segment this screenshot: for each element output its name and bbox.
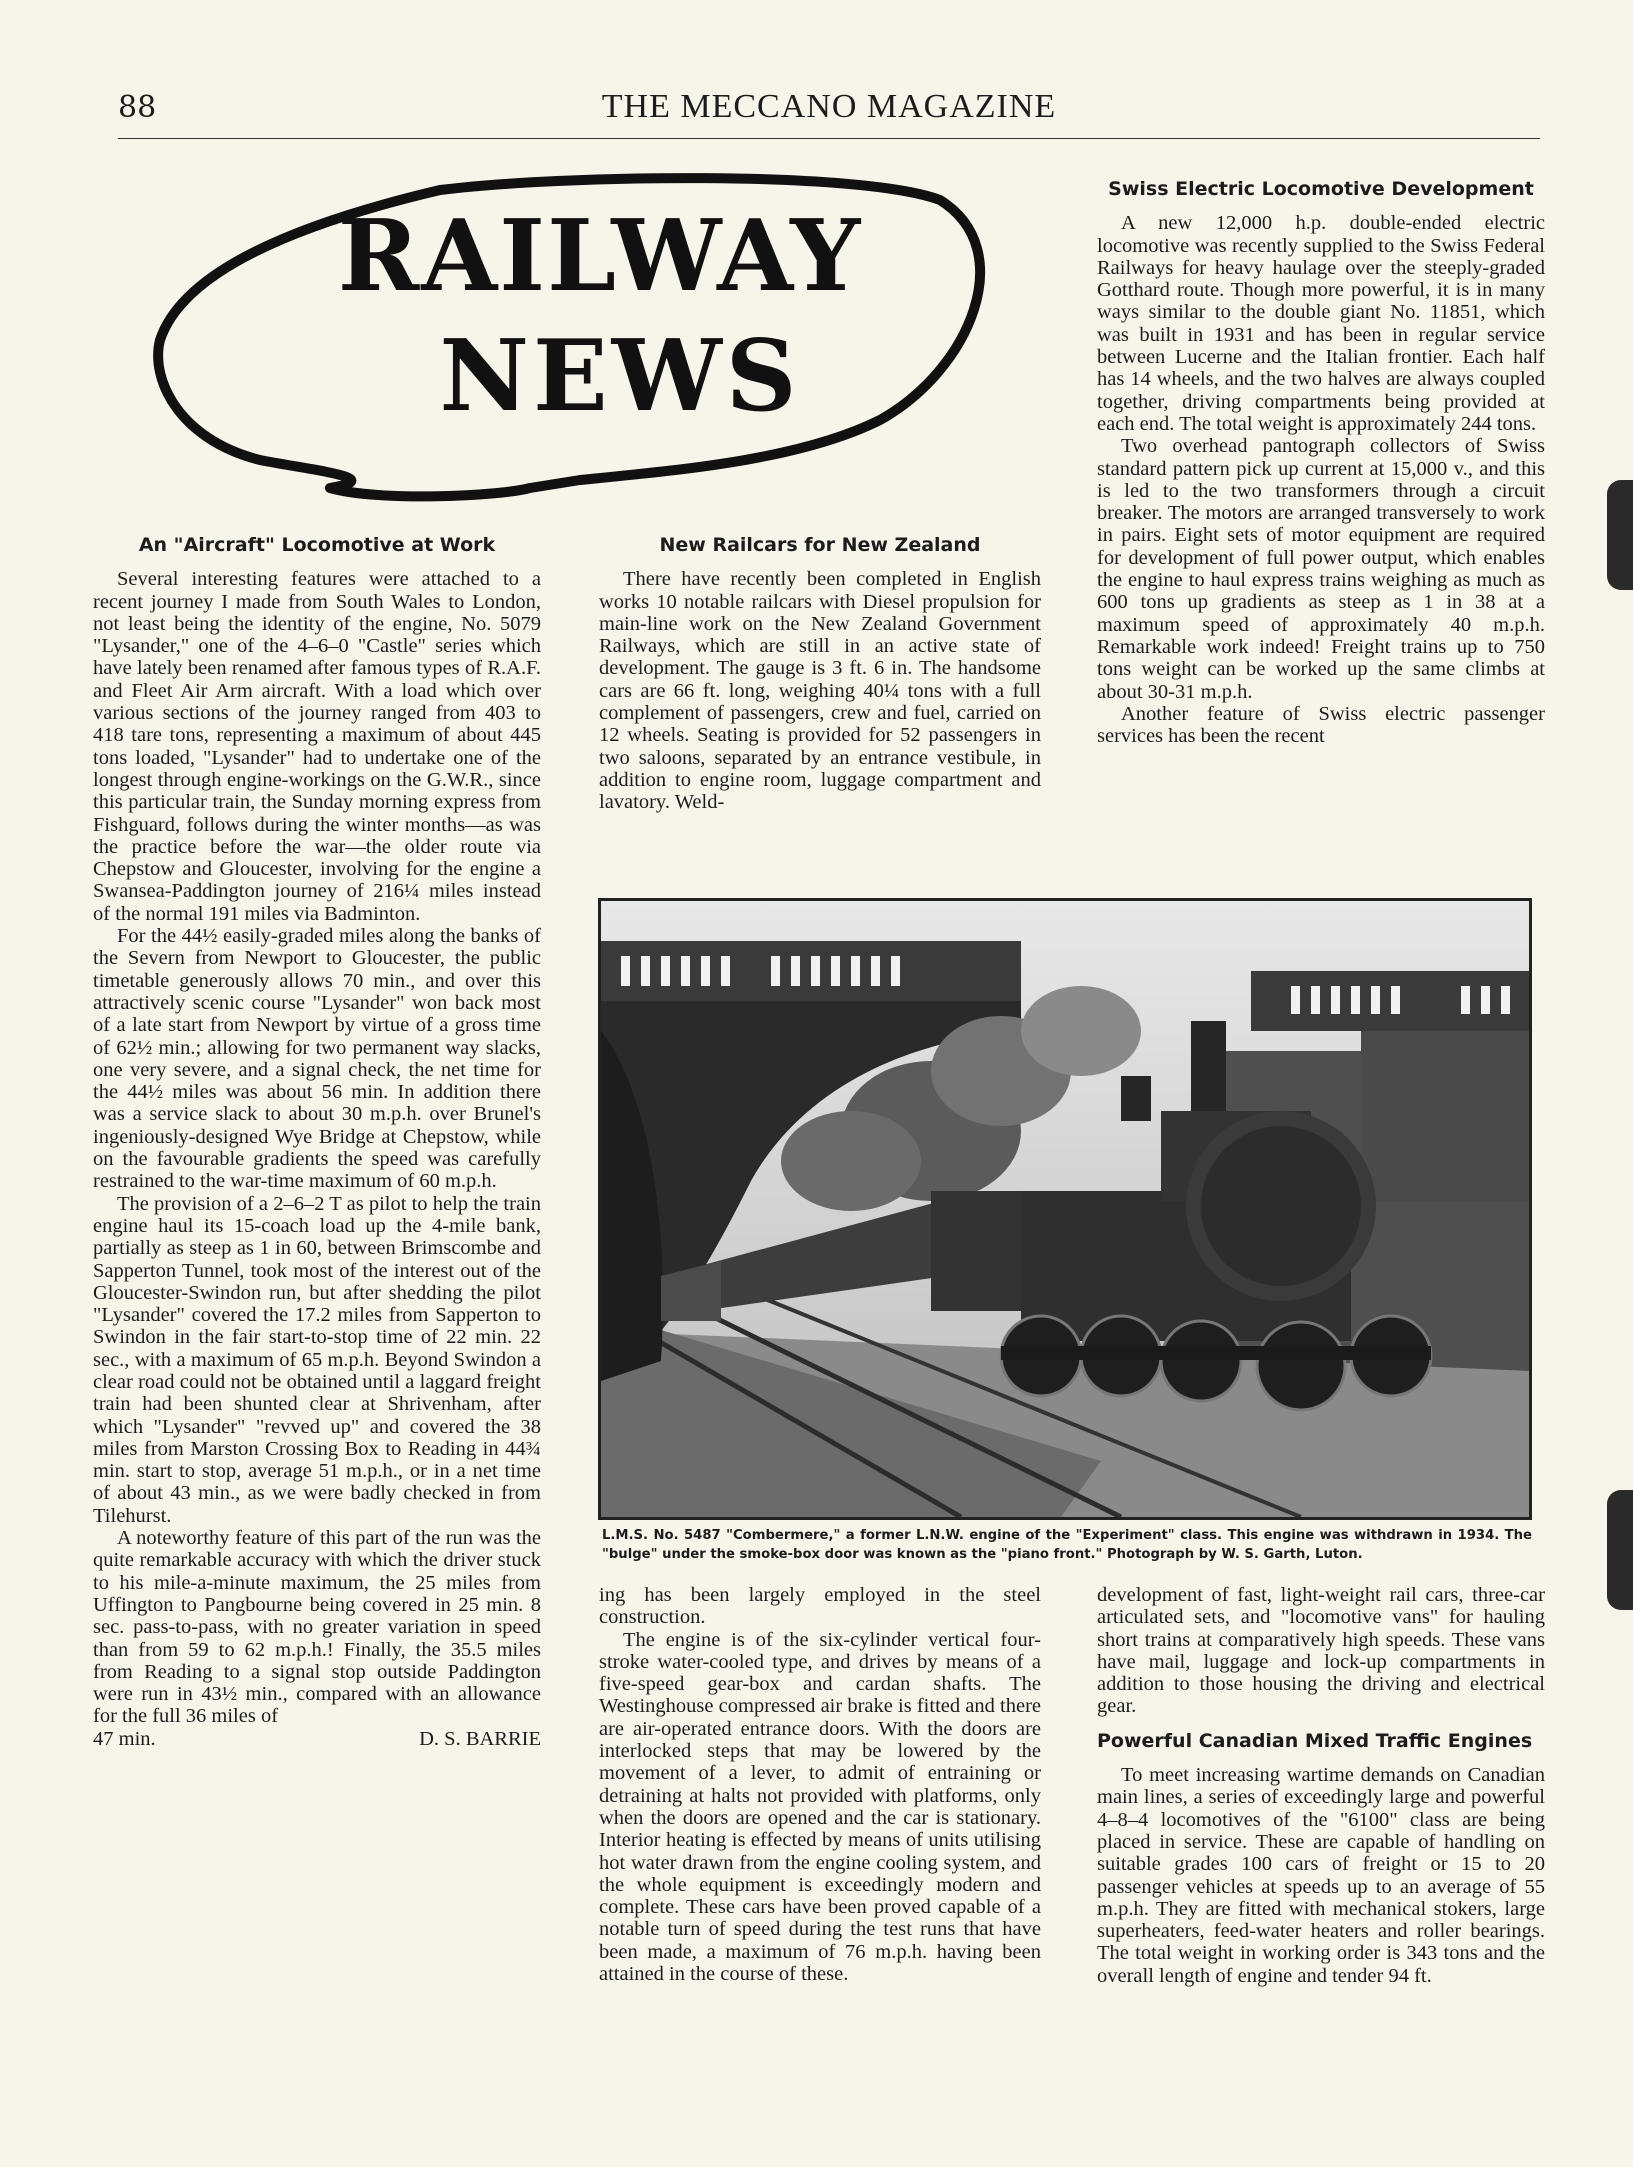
article-new-zealand-railcars-continued bbox=[599, 1584, 1041, 1985]
article-paragraph: A noteworthy feature of this part of the run was the quite remarkable accuracy with which the driver stuck to his mile-a-minute maximum, the 25 miles from Uffington to Pangbourne being covered in 25 min. 8 sec. pass-to-pass, with no greater variation in speed than from 59 to 62 m.p.h.! Finally, the 35.5 miles from Reading to a signal stop outside Paddington were run in 43½ min., compared with an allowance for the full 36 miles of bbox=[93, 1527, 541, 1728]
last-line-text: 47 min. bbox=[93, 1727, 156, 1750]
locomotive-photograph bbox=[598, 898, 1532, 1520]
article-aircraft-locomotive bbox=[93, 534, 541, 1750]
article-heading: Swiss Electric Locomotive Development bbox=[1108, 178, 1534, 200]
article-paragraph: Another feature of Swiss electric passenger services has been the recent bbox=[1097, 702, 1545, 748]
signature-line bbox=[93, 1728, 541, 1750]
magazine-title: THE MECCANO MAGAZINE bbox=[601, 88, 1057, 125]
railway-news-banner bbox=[140, 170, 990, 515]
photo-caption: L.M.S. No. 5487 "Combermere," a former L.N.W. engine of the "Experiment" class. This engine was withdrawn in 1934. The "bulge" under the smoke-box door was known as the "piano front." Photograph by W. S. Garth, Luton. bbox=[602, 1528, 1532, 1562]
scan-edge-mark-top bbox=[1607, 480, 1633, 590]
banner-word-railway: RAILWAY bbox=[337, 199, 863, 314]
page-number: 88 bbox=[118, 90, 157, 125]
article-paragraph: The engine is of the six-cylinder vertical four-stroke water-cooled type, and drives by means of a five-speed gear-box and cardan shafts. The Westinghouse compressed air brake is fitted and there are air-operated entrance doors. With the doors are interlocked steps that may be lowered by the movement of a lever, to admit of entraining or detraining at halts not provided with platforms, only when the doors are opened and the car is stationary. Interior heating is effected by means of units utilising hot water drawn from the engine cooling system, and the whole equipment is exceedingly modern and complete. These cars have been proved capable of a notable turn of speed during the test runs that have been made, a maximum of 76 m.p.h. having been attained in the course of these. bbox=[599, 1628, 1041, 1986]
article-heading: An "Aircraft" Locomotive at Work bbox=[138, 534, 496, 556]
article-continuation: ing has been largely employed in the steel construction. bbox=[599, 1584, 1041, 1629]
article-paragraph: To meet increasing wartime demands on Canadian main lines, a series of exceedingly large and powerful 4–8–4 locomotives of the "6100" class are being placed in service. These are capable of handling on suitable grades 100 cars of freight or 15 to 20 passenger vehicles at speeds up to an average of 55 m.p.h. They are fitted with mechanical stokers, large superheaters, feed-water heaters and roller bearings. The total weight in working order is 343 tons and the overall length of engine and tender 94 ft. bbox=[1097, 1764, 1545, 1987]
article-paragraph: A new 12,000 h.p. double-ended electric locomotive was recently supplied to the Swiss Federal Railways for heavy haulage over the steeply-graded Gotthard route. Though more powerful, it is in many ways similar to the double giant No. 11851, which was built in 1931 and has been in regular service between Lucerne and the Italian frontier. Each half has 14 wheels, and the two halves are always coupled together, driving compartments being provided at each end. The total weight is approximately 244 tons. bbox=[1097, 212, 1545, 435]
article-swiss-electric-continued bbox=[1097, 1584, 1545, 1987]
author-signature: D. S. BARRIE bbox=[419, 1727, 541, 1750]
article-swiss-electric bbox=[1097, 178, 1545, 747]
article-new-zealand-railcars bbox=[599, 534, 1041, 814]
banner-word-news: NEWS bbox=[439, 319, 801, 434]
article-paragraph: Two overhead pantograph collectors of Swiss standard pattern pick up current at 15,000 v., and this is led to the two transformers through a circuit breaker. The motors are arranged transversely to work in pairs. Eight sets of motor equipment are required for development of full power output, which enables the engine to haul express trains weighing as much as 600 tons up gradients as steep as 1 in 38 at a maximum speed of approximately 40 m.p.h. Remarkable work indeed! Freight trains up to 750 tons weight can be worked up the same climbs at about 30-31 m.p.h. bbox=[1097, 435, 1545, 703]
article-paragraph: The provision of a 2–6–2 T as pilot to help the train engine haul its 15-coach load up the 4-mile bank, partially as steep as 1 in 60, between Brimscombe and Sapperton Tunnel, took most of the interest out of the Gloucester-Swindon run, but after shedding the pilot "Lysander" covered the 17.2 miles from Sapperton to Swindon in the fair start-to-stop time of 22 min. 22 sec., with a maximum of 65 m.p.h. Beyond Swindon a clear road could not be obtained until a laggard freight train had been shunted clear at Shrivenham, after which "Lysander" "revved up" and covered the 38 miles from Marston Crossing Box to Reading in 44¾ min. start to stop, average 51 m.p.h., or in a net time of about 43 min., as we were badly checked in from Tilehurst. bbox=[93, 1192, 541, 1527]
page-header bbox=[118, 88, 1540, 139]
article-heading: New Railcars for New Zealand bbox=[659, 534, 981, 556]
article-heading-canadian: Powerful Canadian Mixed Traffic Engines bbox=[1097, 1729, 1533, 1752]
article-paragraph: Several interesting features were attached to a recent journey I made from South Wales to London, not least being the identity of the engine, No. 5079 "Lysander," one of the 4–6–0 "Castle" series which have lately been renamed after famous types of R.A.F. and Fleet Air Arm aircraft. With a load which over various sections of the journey ranged from 403 to 418 tare tons, representing a maximum of about 445 tons loaded, "Lysander" had to undertake one of the longest through engine-workings on the G.W.R., since this particular train, the Sunday morning express from Fishguard, follows during the winter months—as was the practice before the war—the older route via Chepstow and Gloucester, involving for the engine a Swansea-Paddington journey of 216¼ miles instead of the normal 191 miles via Badminton. bbox=[93, 568, 541, 925]
article-paragraph: There have recently been completed in English works 10 notable railcars with Diesel propulsion for main-line work on the New Zealand Government Railways, which are still in an active state of development. The gauge is 3 ft. 6 in. The handsome cars are 66 ft. long, weighing 40¼ tons with a full complement of passengers, crew and fuel, carried on 12 wheels. Seating is provided for 52 passengers in two saloons, separated by an entrance vestibule, in addition to engine room, luggage compartment and lavatory. Weld- bbox=[599, 568, 1041, 814]
article-continuation: development of fast, light-weight rail cars, three-car articulated sets, and "locomotive vans" for hauling short trains at comparatively high speeds. These vans have mail, luggage and lock-up compartments in addition to those housing the driving and electrical gear. bbox=[1097, 1584, 1545, 1718]
article-paragraph: For the 44½ easily-graded miles along the banks of the Severn from Newport to Gloucester, the public timetable generously allows 70 min., and over this attractively scenic course "Lysander" won back most of a late start from Newport by virtue of a gross time of 62½ min.; allowing for two permanent way slacks, one very severe, and a signal check, the net time for the 44½ miles was about 56 min. In addition there was a service slack to about 30 m.p.h. over Brunel's ingeniously-designed Wye Bridge at Chepstow, while on the favourable gradients the speed was carefully restrained to the war-time maximum of 60 m.p.h. bbox=[93, 925, 541, 1193]
photo-illustration bbox=[601, 901, 1529, 1517]
scan-edge-mark-bottom bbox=[1607, 1490, 1633, 1610]
